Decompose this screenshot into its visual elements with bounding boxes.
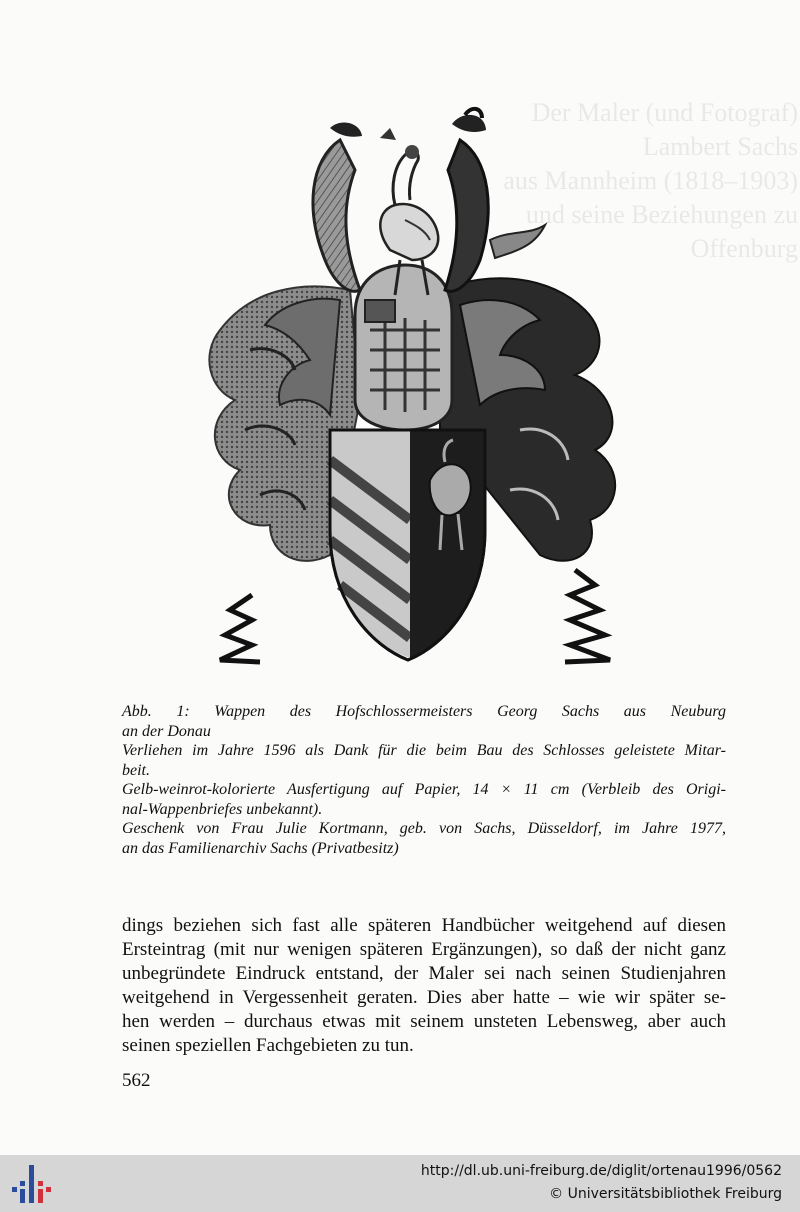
body-line: unbegründete Eindruck entstand, der Maler sei nach seinen Studienjahren bbox=[122, 963, 726, 984]
caption-line: an der Donau bbox=[122, 722, 211, 740]
body-line: Ersteintrag (mit nur wenigen späteren Ergänzungen), so daß der nicht ganz bbox=[122, 939, 726, 960]
copyright-text: © Universitätsbibliothek Freiburg bbox=[549, 1186, 782, 1202]
caption-line: Verliehen im Jahre 1596 als Dank für die beim Bau des Schlosses geleistete Mitar- bbox=[122, 742, 726, 759]
body-line: weitgehend in Vergessenheit geraten. Dies aber hatte – wie wir später se- bbox=[122, 987, 726, 1008]
caption-line: nal-Wappenbriefes unbekannt). bbox=[122, 800, 323, 818]
source-url-link[interactable]: http://dl.ub.uni-freiburg.de/diglit/ortenau1996/0562 bbox=[420, 1163, 782, 1179]
bleed-through-title: Der Maler (und Fotograf) Lambert Sachs aus Mannheim (1818–1903) und seine Beziehungen zu Offenburg bbox=[503, 98, 798, 263]
caption-line: an das Familienarchiv Sachs (Privatbesitz) bbox=[122, 839, 399, 857]
caption-line: Abb. 1: Wappen des Hofschlossermeisters Georg Sachs aus Neuburg bbox=[122, 703, 726, 720]
page-number: 562 bbox=[122, 1070, 151, 1091]
library-logo-icon bbox=[12, 1163, 52, 1205]
caption-line: Gelb-weinrot-kolorierte Ausfertigung auf Papier, 14 × 11 cm (Verbleib des Origi- bbox=[122, 781, 726, 798]
footer-bar bbox=[0, 1155, 800, 1212]
coat-of-arms-illustration bbox=[190, 100, 630, 668]
body-line: hen werden – durchaus etwas mit seinem unsteten Lebensweg, aber auch bbox=[122, 1011, 726, 1032]
body-line: dings beziehen sich fast alle späteren Handbücher weitgehend auf diesen bbox=[122, 915, 726, 936]
body-line: seinen speziellen Fachgebieten zu tun. bbox=[122, 1035, 414, 1056]
figure-caption bbox=[122, 702, 726, 858]
caption-line: Geschenk von Frau Julie Kortmann, geb. von Sachs, Düsseldorf, im Jahre 1977, bbox=[122, 820, 726, 837]
body-paragraph bbox=[122, 914, 726, 1058]
caption-line: beit. bbox=[122, 761, 150, 779]
